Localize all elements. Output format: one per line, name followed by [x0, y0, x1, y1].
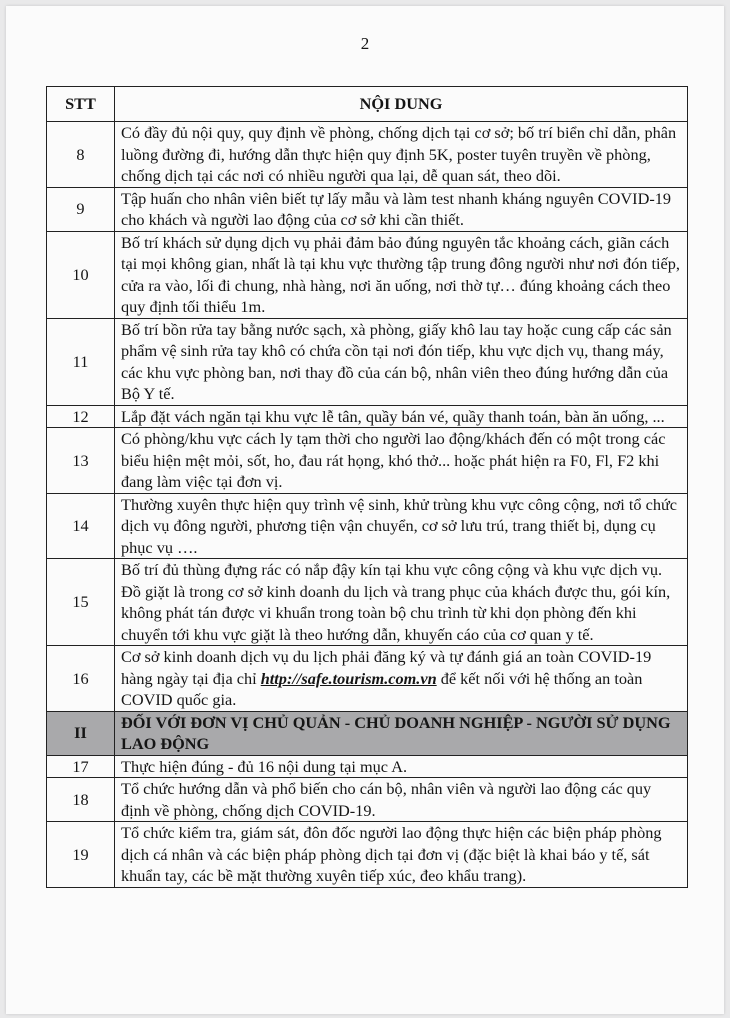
row-number: 9	[47, 187, 115, 231]
table-row	[47, 318, 688, 405]
row-number: 13	[47, 428, 115, 494]
row-content: Thường xuyên thực hiện quy trình vệ sinh, khử trùng khu vực công cộng, nơi tổ chức dịch vụ đông người, phương tiện vận chuyển, cơ sở lưu trú, trang thiết bị, dụng cụ phục vụ ….	[115, 493, 688, 559]
row-text-before-link: Cơ sở kinh doanh dịch vụ du lịch phải đăng ký và tự đánh giá an toàn COVID-19 hàng ngày tại địa chỉ	[121, 647, 652, 688]
row-number: 12	[47, 405, 115, 428]
row-number: 14	[47, 493, 115, 559]
row-number: 8	[47, 122, 115, 188]
content-table	[46, 86, 688, 888]
table-row	[47, 122, 688, 188]
row-content	[115, 646, 688, 712]
row-content: Lắp đặt vách ngăn tại khu vực lễ tân, quầy bán vé, quầy thanh toán, bàn ăn uống, ...	[115, 405, 688, 428]
row-number: 17	[47, 755, 115, 778]
row-content: Tổ chức kiểm tra, giám sát, đôn đốc người lao động thực hiện các biện pháp phòng dịch cá nhân và các biện pháp phòng dịch tại đơn vị (đặc biệt là khai báo y tế, sát khuẩn tay, các bề mặt thường xuyên tiếp xúc, đeo khẩu trang).	[115, 822, 688, 888]
table-row	[47, 187, 688, 231]
table-header-row	[47, 87, 688, 122]
table-row	[47, 405, 688, 428]
row-number: 11	[47, 318, 115, 405]
row-content: Có đầy đủ nội quy, quy định về phòng, chống dịch tại cơ sở; bố trí biển chỉ dẫn, phân luồng đường đi, hướng dẫn thực hiện quy định 5K, poster tuyên truyền về phòng, chống dịch tại các nơi có nhiều người qua lại, dễ quan sát, theo dõi.	[115, 122, 688, 188]
table-row	[47, 231, 688, 318]
registration-link[interactable]: http://safe.tourism.com.vn	[260, 668, 437, 688]
page-number: 2	[360, 34, 370, 53]
document-page	[6, 6, 724, 1014]
row-content: Tập huấn cho nhân viên biết tự lấy mẫu và làm test nhanh kháng nguyên COVID-19 cho khách và người lao động của cơ sở khi cần thiết.	[115, 187, 688, 231]
table-row	[47, 778, 688, 822]
row-number: 18	[47, 778, 115, 822]
header-stt: STT	[47, 87, 115, 122]
row-content: Có phòng/khu vực cách ly tạm thời cho người lao động/khách đến có một trong các biểu hiện mệt mỏi, sốt, ho, đau rát họng, khó thở... hoặc phát hiện ra F0, Fl, F2 khi đang làm việc tại đơn vị.	[115, 428, 688, 494]
row-text-after-link: để kết nối với hệ thống an toàn COVID quốc gia.	[121, 668, 643, 709]
row-number: 15	[47, 559, 115, 646]
table-row	[47, 428, 688, 494]
row-number: 16	[47, 646, 115, 712]
row-content: Thực hiện đúng - đủ 16 nội dung tại mục A.	[115, 755, 688, 778]
table-row	[47, 646, 688, 712]
header-content: NỘI DUNG	[115, 87, 688, 122]
table-row	[47, 822, 688, 888]
row-number: 10	[47, 231, 115, 318]
section-number: II	[47, 711, 115, 755]
row-content: Bố trí bồn rửa tay bằng nước sạch, xà phòng, giấy khô lau tay hoặc cung cấp các sản phẩm vệ sinh rửa tay khô có chứa cồn tại nơi đón tiếp, khu vực dịch vụ, thang máy, các khu vực phòng ban, nơi thay đồ của cán bộ, nhân viên theo đúng hướng dẫn của Bộ Y tế.	[115, 318, 688, 405]
section-title: ĐỐI VỚI ĐƠN VỊ CHỦ QUẢN - CHỦ DOANH NGHIỆP - NGƯỜI SỬ DỤNG LAO ĐỘNG	[115, 711, 688, 755]
table-row	[47, 559, 688, 646]
table-row	[47, 755, 688, 778]
row-content: Bố trí đủ thùng đựng rác có nắp đậy kín tại khu vực công cộng và khu vực dịch vụ. Đồ giặt là trong cơ sở kinh doanh du lịch và trang phục của khách được thu, gói kín, không phát tán được vi khuẩn trong toàn bộ chu trình từ khi dọn phòng đến khi chuyển tới khu vực giặt là theo hướng dẫn, khuyến cáo của cơ quan y tế.	[115, 559, 688, 646]
row-content: Bố trí khách sử dụng dịch vụ phải đảm bảo đúng nguyên tắc khoảng cách, giãn cách tại mọi không gian, nhất là tại khu vực thường tập trung đông người như nơi đón tiếp, cửa ra vào, lối đi chung, nhà hàng, nơi ăn uống, nơi thờ tự… đúng khoảng cách theo quy định tối thiểu 1m.	[115, 231, 688, 318]
row-number: 19	[47, 822, 115, 888]
row-content: Tổ chức hướng dẫn và phổ biến cho cán bộ, nhân viên và người lao động các quy định về phòng, chống dịch COVID-19.	[115, 778, 688, 822]
section-header-row	[47, 711, 688, 755]
table-row	[47, 493, 688, 559]
